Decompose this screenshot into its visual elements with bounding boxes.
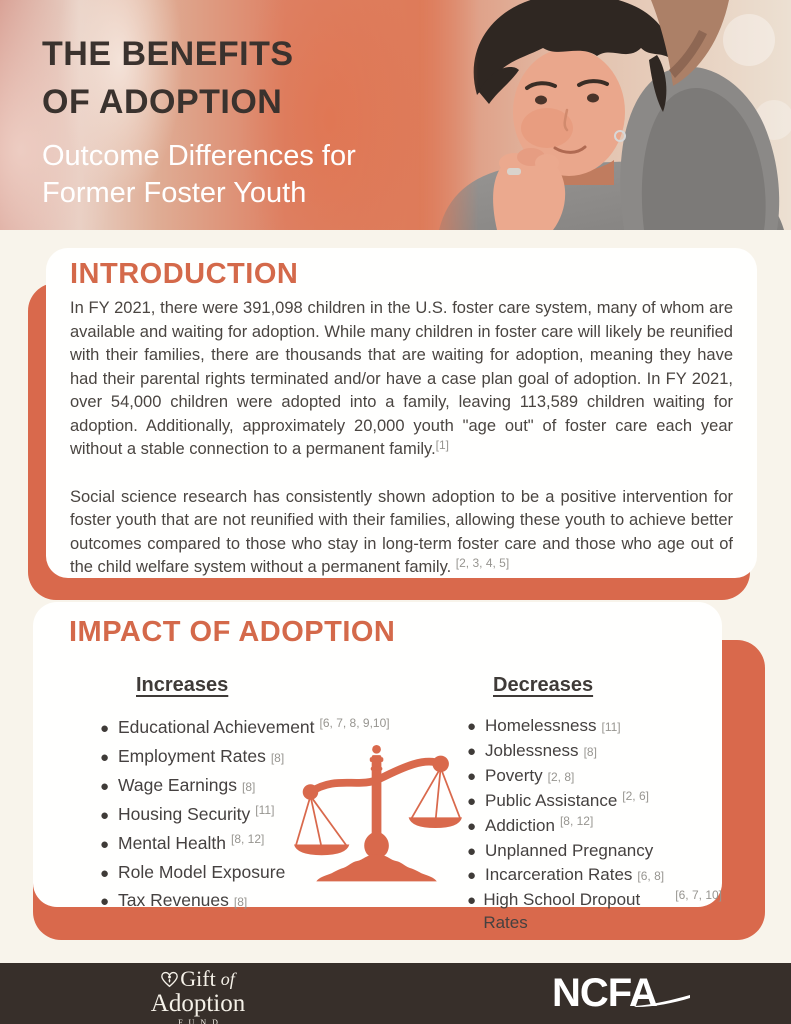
impact-list-item <box>467 739 722 764</box>
impact-item-label: Poverty <box>485 766 543 785</box>
bullet-icon: ● <box>467 793 477 810</box>
citation-marker: [8] <box>270 751 285 765</box>
footer-bar <box>0 963 791 1024</box>
impact-item-label: Tax Revenues <box>118 890 229 910</box>
citation-marker: [2, 3, 4, 5] <box>455 556 510 570</box>
citation-marker: [6, 8] <box>637 869 665 883</box>
page-subtitle-line2: Former Foster Youth <box>42 177 307 209</box>
intro-paragraph-1-text: In FY 2021, there were 391,098 children in the U.S. foster care system, many of whom are available and waiting for adoption. While many children in foster care will likely be reunified with their families, there are thousands that are waiting for adoption, meaning they have had their parental rights terminated and/or have a case plan goal of adoption. In FY 2021, over 54,000 children were adopted into a family, leaving 113,589 children waiting for adoption. Additionally, approximately 20,000 youth "age out" of foster care each year without a stable connection to a permanent family. <box>70 299 733 458</box>
citation-marker: [6, 7, 10] <box>675 888 722 902</box>
balance-scale-icon <box>293 732 463 890</box>
gift-of-adoption-logo <box>128 968 268 1024</box>
bullet-icon: ● <box>467 892 477 909</box>
bullet-icon: ● <box>467 818 477 835</box>
impact-list-item <box>100 887 390 916</box>
impact-item-label: Mental Health <box>118 833 226 853</box>
gift-logo-word-adoption: Adoption <box>150 990 246 1017</box>
citation-marker: [8, 12] <box>559 814 594 828</box>
citation-marker: [8] <box>242 780 256 794</box>
bullet-icon: ● <box>100 893 110 910</box>
impact-item-label: Homelessness <box>485 716 597 735</box>
intro-card <box>46 248 757 578</box>
bullet-icon: ● <box>467 743 477 760</box>
impact-item-label: Employment Rates <box>118 746 266 766</box>
bullet-icon: ● <box>100 807 110 824</box>
impact-item-label: Role Model Exposure <box>118 862 286 882</box>
gift-logo-line1 <box>128 968 268 990</box>
citation-marker: [1] <box>435 438 449 452</box>
impact-item-label: Educational Achievement <box>118 717 315 737</box>
hero-photo <box>419 0 791 230</box>
bullet-icon: ● <box>100 749 110 766</box>
gift-logo-word-of: of <box>220 969 235 989</box>
bullet-icon: ● <box>100 865 110 882</box>
bullet-icon: ● <box>467 867 477 884</box>
intro-paragraph-1 <box>70 297 733 463</box>
decreases-list <box>467 714 722 934</box>
increases-column-heading: Increases <box>136 674 229 696</box>
bullet-icon: ● <box>467 718 477 735</box>
ncfa-swoosh-icon <box>634 995 690 1007</box>
impact-item-label: Unplanned Pregnancy <box>485 841 654 860</box>
page-title-line1: THE BENEFITS <box>42 35 294 73</box>
bullet-icon: ● <box>100 836 110 853</box>
impact-item-label: Incarceration Rates <box>485 865 633 884</box>
page-subtitle-line1: Outcome Differences for <box>42 140 356 172</box>
bullet-icon: ● <box>100 720 110 737</box>
header-text-block <box>42 30 356 212</box>
impact-item-label: Joblessness <box>485 741 579 760</box>
header-banner <box>0 0 791 230</box>
gift-logo-word-fund: FUND <box>178 1018 224 1024</box>
citation-marker: [2, 8] <box>547 770 575 784</box>
citation-marker: [11] <box>601 720 621 734</box>
citation-marker: [11] <box>255 803 275 817</box>
decreases-column-heading: Decreases <box>493 674 594 696</box>
intro-paragraph-2-text: Social science research has consistently shown adoption to be a positive intervention for foster youth that are not reunified with their families, allowing these youth to achieve better outcomes compared to those who stay in long-term foster care and those who age out of the child welfare system without a permanent family. <box>70 487 733 576</box>
intro-paragraph-2 <box>70 486 733 581</box>
page-title-line2: OF ADOPTION <box>42 83 283 121</box>
citation-marker: [8] <box>583 745 597 759</box>
ncfa-logo-text: NCFA <box>552 971 657 1015</box>
impact-heading: IMPACT OF ADOPTION <box>69 616 396 648</box>
impact-list-item <box>467 839 722 863</box>
impact-item-label: Housing Security <box>118 804 251 824</box>
impact-list-item <box>467 814 722 839</box>
heart-icon <box>161 971 178 988</box>
impact-item-label: Addiction <box>485 816 555 835</box>
gift-logo-word-gift: Gift <box>180 966 216 991</box>
page-title <box>42 30 356 126</box>
bullet-icon: ● <box>467 768 477 785</box>
bullet-icon: ● <box>100 778 110 795</box>
citation-marker: [8] <box>233 895 248 909</box>
impact-item-label: Public Assistance <box>485 791 618 810</box>
intro-heading: INTRODUCTION <box>70 258 299 290</box>
ncfa-logo <box>552 971 657 1016</box>
impact-list-item <box>467 714 722 739</box>
page-subtitle <box>42 138 356 212</box>
impact-item-label: High School Dropout Rates <box>483 890 641 932</box>
citation-marker: [8, 12] <box>230 832 265 846</box>
bullet-icon: ● <box>467 843 477 860</box>
impact-list-item <box>467 888 722 934</box>
impact-card <box>33 602 722 932</box>
citation-marker: [2, 6] <box>622 789 649 803</box>
impact-item-label: Wage Earnings <box>118 775 237 795</box>
impact-list-item <box>467 789 722 814</box>
citation-marker: [6, 7, 8, 9,10] <box>319 716 390 730</box>
impact-list-item <box>467 764 722 789</box>
